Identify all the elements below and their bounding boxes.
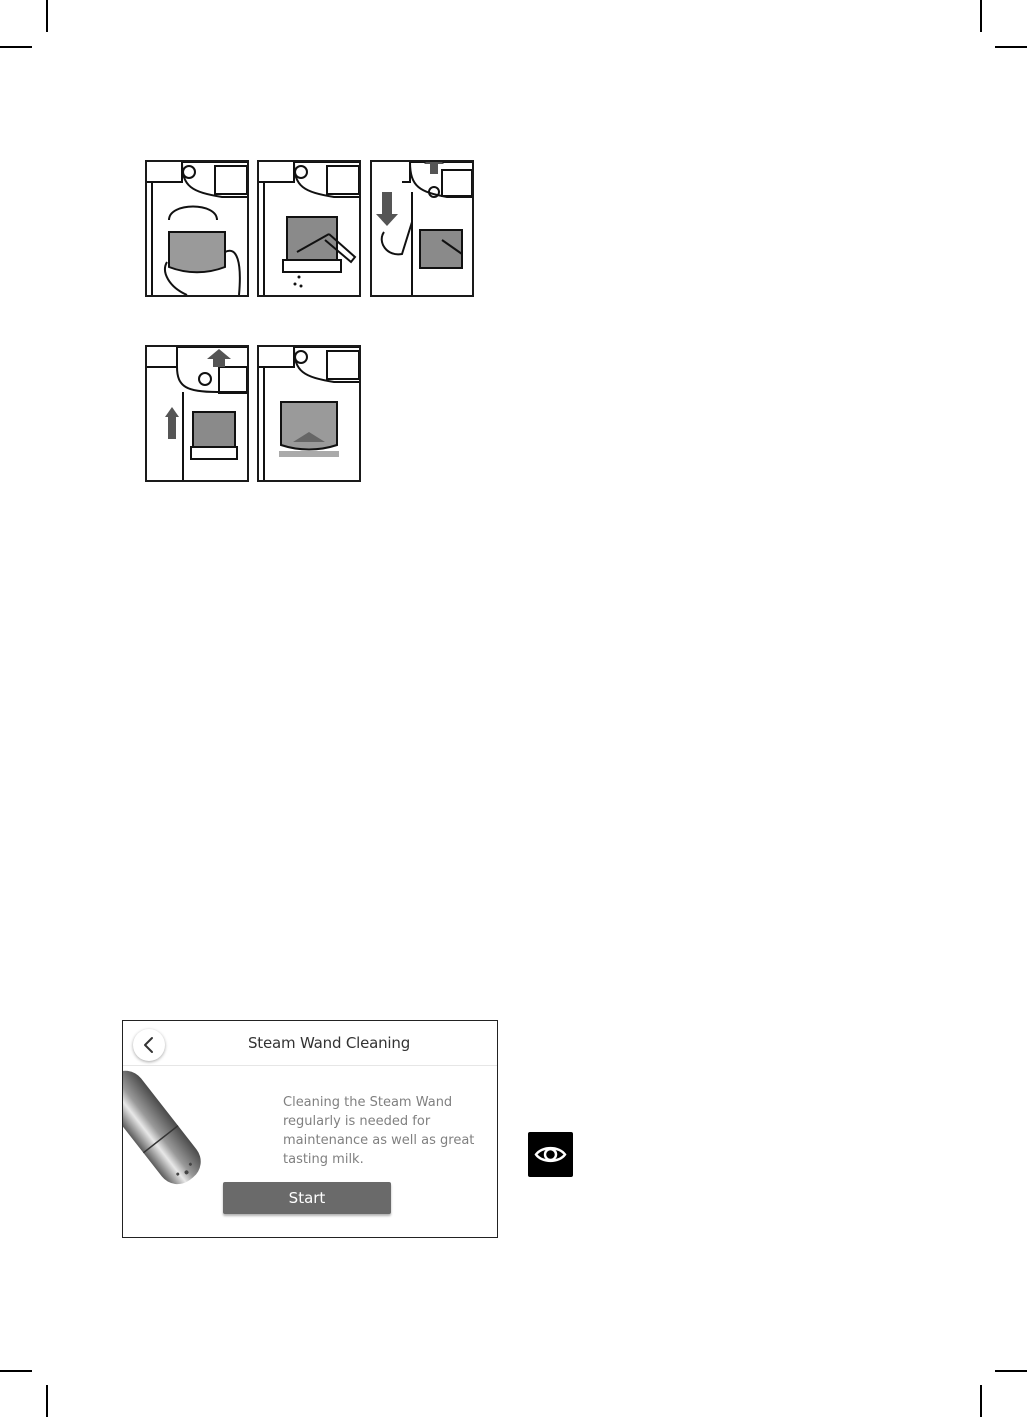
- steam-wand-image: [123, 1065, 233, 1238]
- illustration-lift-up: [145, 345, 249, 482]
- back-button[interactable]: [133, 1029, 165, 1061]
- crop-mark: [995, 46, 1027, 48]
- start-button[interactable]: Start: [223, 1182, 391, 1214]
- chevron-left-icon: [133, 1029, 165, 1061]
- crop-mark: [980, 0, 982, 32]
- illustration-remove-container: [145, 160, 249, 297]
- eye-icon: [528, 1132, 573, 1177]
- crop-mark: [0, 46, 32, 48]
- note-badge: [528, 1132, 573, 1177]
- screen-title: Steam Wand Cleaning: [247, 1034, 411, 1052]
- steam-wand-cleaning-screen: [122, 1020, 498, 1238]
- screen-header: [123, 1021, 497, 1066]
- illustration-brush-cleaning: [257, 160, 361, 297]
- crop-mark: [46, 1385, 48, 1417]
- crop-mark: [46, 0, 48, 32]
- illustration-reinsert-container: [257, 345, 361, 482]
- crop-mark: [995, 1370, 1027, 1372]
- screen-description: Cleaning the Steam Wand regularly is needed for maintenance as well as great tasting milk.: [283, 1095, 475, 1167]
- crop-mark: [0, 1370, 32, 1372]
- crop-mark: [980, 1385, 982, 1417]
- illustration-press-release: [370, 160, 474, 297]
